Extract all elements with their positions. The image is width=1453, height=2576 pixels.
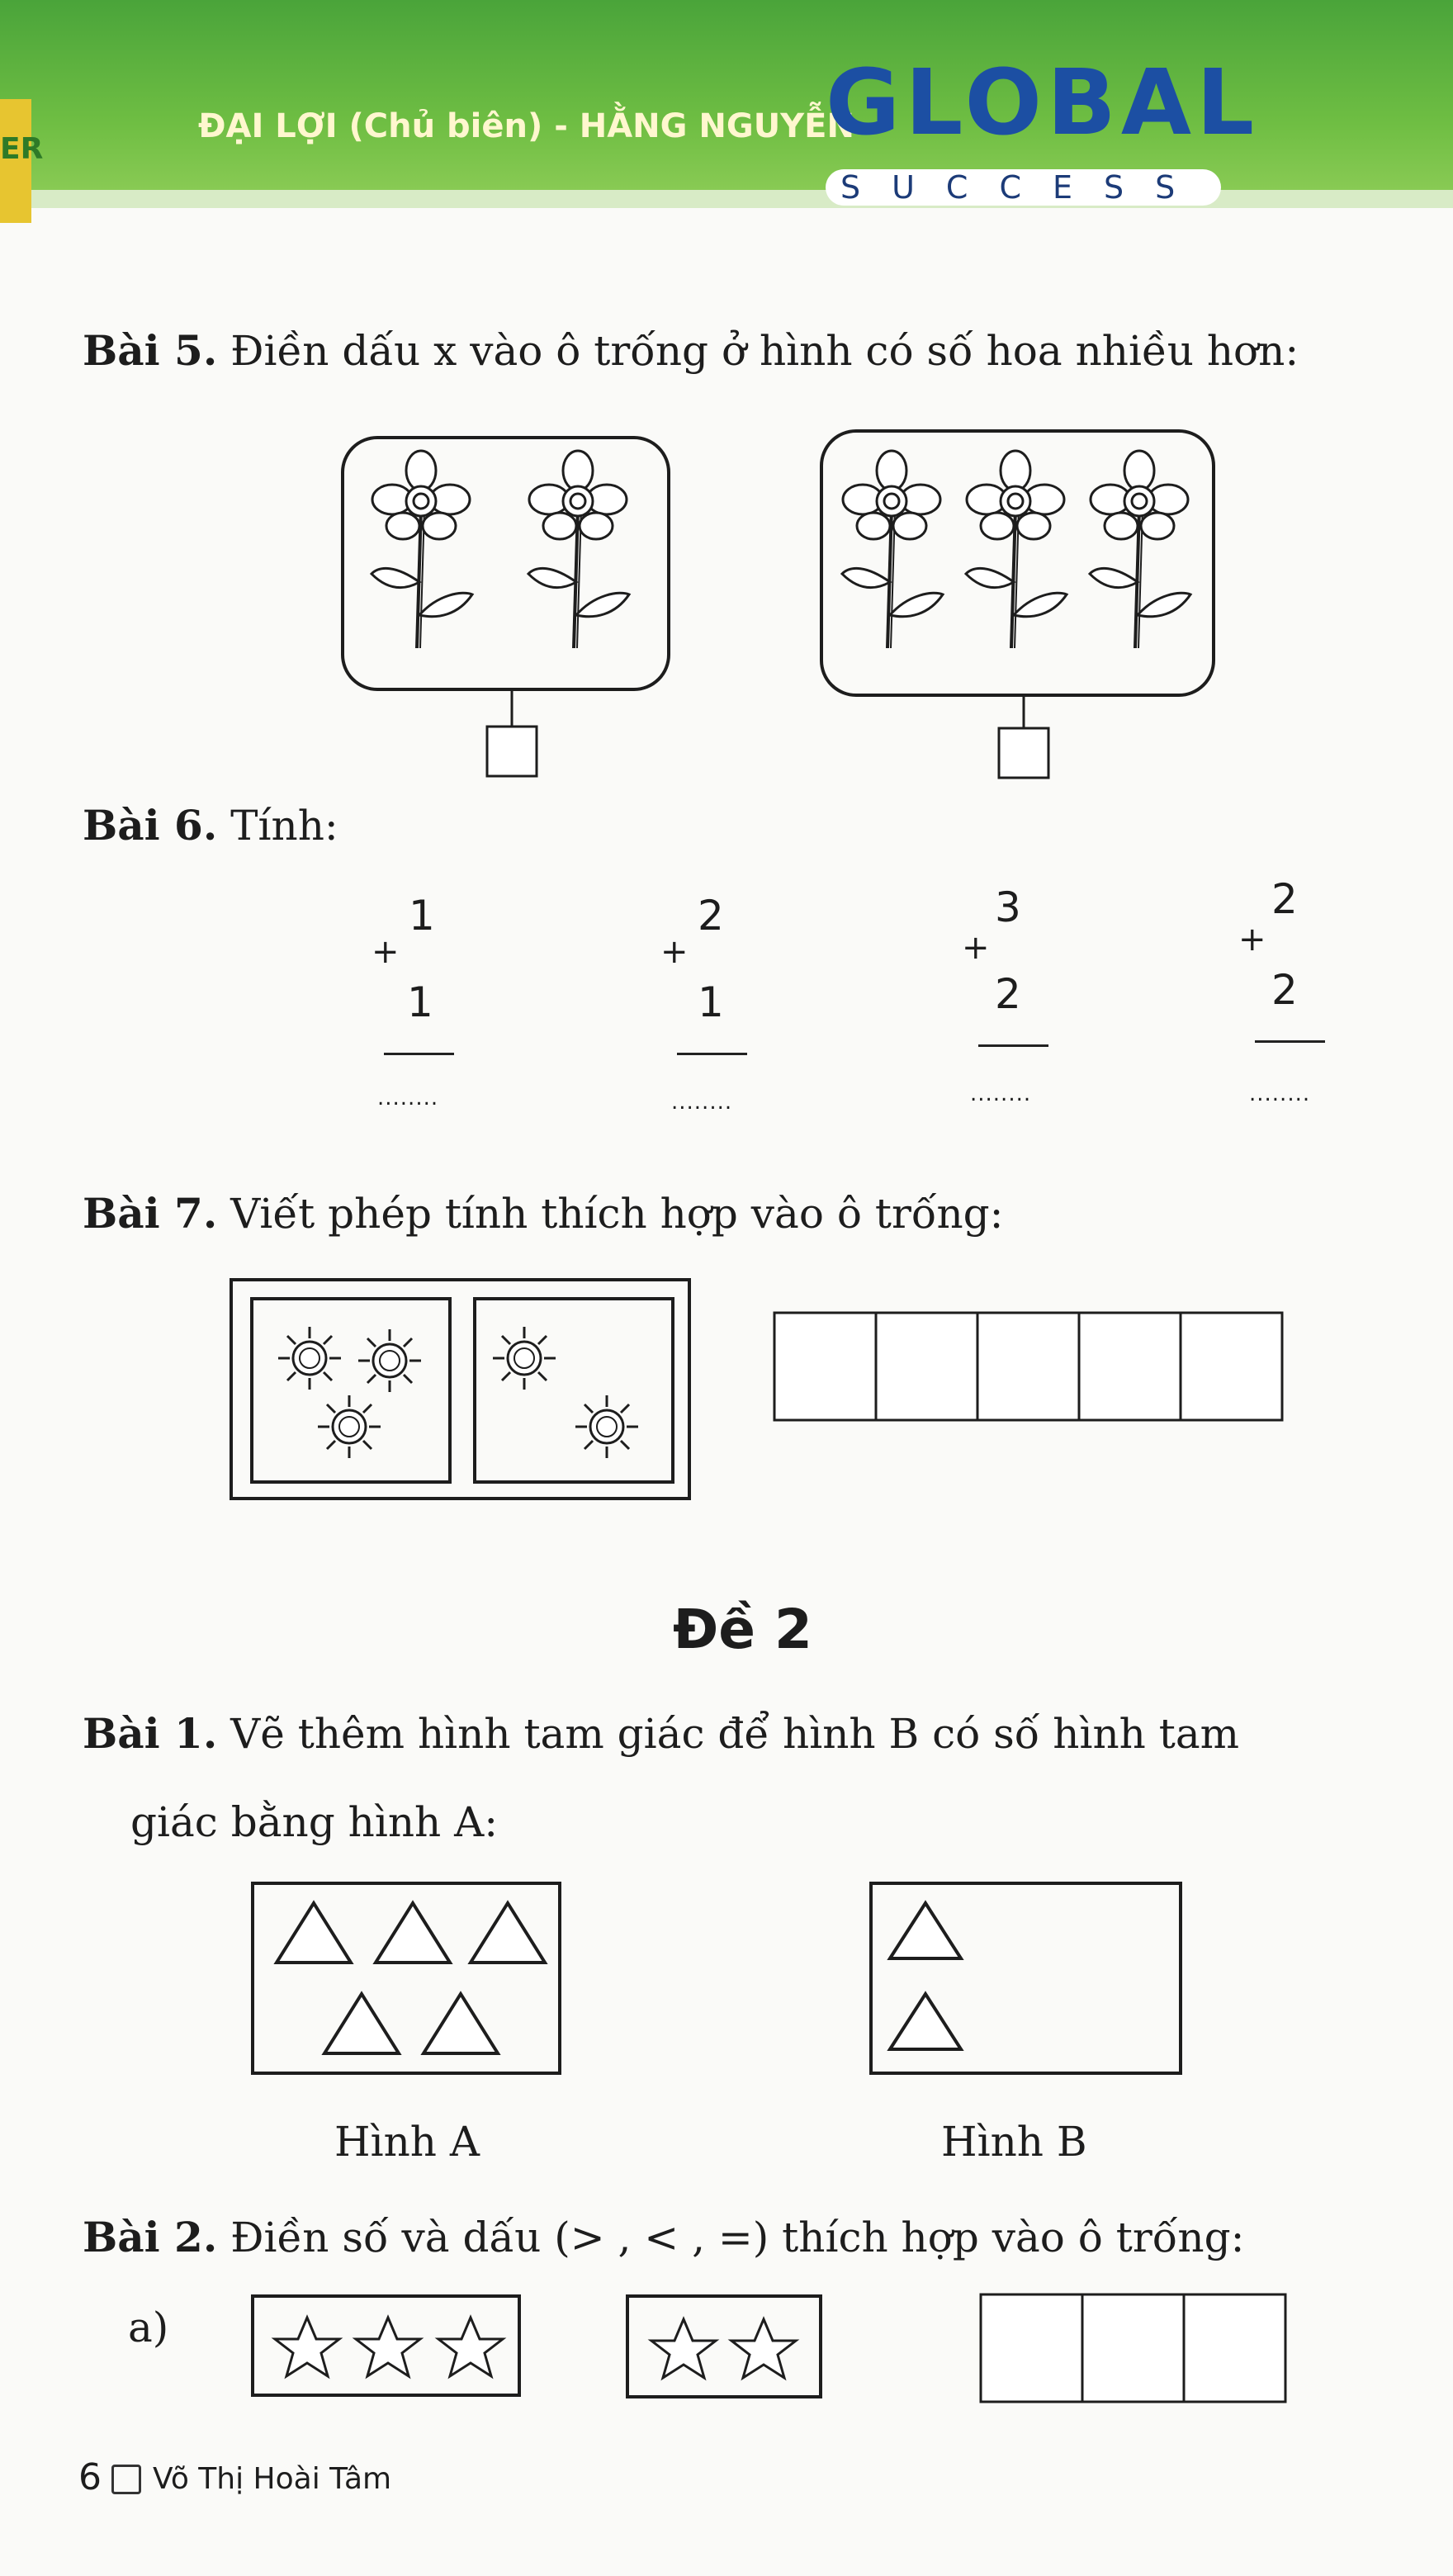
plus-sign: + (962, 929, 990, 967)
answer-blank[interactable]: ........ (671, 1090, 733, 1115)
addend-bottom: 2 (995, 970, 1021, 1018)
sun-icon (493, 1327, 556, 1390)
de2-bai2-answer-box[interactable] (1082, 2294, 1184, 2402)
triangle-icon (277, 1903, 351, 1963)
plus-sign: + (660, 933, 689, 971)
sun-icon (575, 1395, 638, 1458)
addend-bottom: 1 (407, 978, 433, 1026)
header-left-tab (0, 99, 44, 223)
sum-line (677, 1053, 747, 1055)
plus-sign: + (372, 933, 400, 971)
bai5-flower-figure (330, 421, 1238, 793)
bai6-problem-3 (958, 883, 1065, 1131)
bai5-label: Bài 5. (83, 326, 218, 375)
addend-bottom: 1 (698, 978, 724, 1026)
bai7-answer-box[interactable] (774, 1313, 876, 1420)
bai5-left-answer-box[interactable] (487, 727, 537, 776)
triangle-icon (424, 1994, 498, 2053)
addend-top: 2 (698, 892, 724, 940)
sun-icon (318, 1395, 381, 1458)
page-number: 6 (78, 2456, 102, 2498)
de2-bai1-figure (248, 1878, 1197, 2093)
addend-top: 3 (995, 883, 1021, 931)
header-left-tab-label: ER (0, 132, 44, 166)
addend-top: 1 (409, 892, 435, 940)
bai7-text: Viết phép tính thích hợp vào ô trống: (230, 1190, 1004, 1238)
flower-icon (966, 451, 1067, 648)
de2-bai1-heading (83, 1709, 1239, 1758)
bai7-answer-box[interactable] (977, 1313, 1079, 1420)
flower-icon (372, 451, 472, 648)
bai6-label: Bài 6. (83, 801, 218, 850)
bai7-answer-box[interactable] (876, 1313, 977, 1420)
bai6-heading (83, 801, 338, 850)
triangle-icon (890, 1994, 961, 2049)
de2-bai1-text-line2: giác bằng hình A: (130, 1798, 499, 1846)
bai6-problem-2 (656, 883, 764, 1131)
bai7-right-panel (475, 1299, 673, 1482)
bai5-left-panel (343, 438, 669, 689)
star-icon (731, 2319, 796, 2378)
bai7-heading (83, 1189, 1004, 1238)
triangle-icon (324, 1994, 399, 2053)
addend-bottom: 2 (1271, 966, 1298, 1014)
de2-bai1-text-line1: Vẽ thêm hình tam giác để hình B có số hình tam (230, 1710, 1240, 1758)
header-stripe (0, 190, 1453, 208)
hinh-a-caption: Hình A (334, 2118, 480, 2166)
global-success-logo-title: GLOBAL (826, 50, 1260, 155)
star-icon (651, 2319, 716, 2378)
bai6-problem-1 (367, 883, 475, 1131)
de2-bai2-heading (83, 2213, 1244, 2261)
triangle-icon (471, 1903, 545, 1963)
bai7-label: Bài 7. (83, 1189, 218, 1238)
flower-icon (1090, 451, 1190, 648)
bai5-right-answer-box[interactable] (999, 728, 1048, 778)
star-icon (356, 2318, 420, 2376)
flower-icon (528, 451, 629, 648)
global-success-logo-subtitle: SUCCESS (826, 169, 1221, 206)
plus-sign: + (1238, 921, 1266, 959)
de2-title: Đề 2 (673, 1598, 812, 1661)
hinh-b-caption: Hình B (941, 2118, 1087, 2166)
de2-bai2-label: Bài 2. (83, 2213, 218, 2261)
triangle-icon (890, 1903, 961, 1958)
de2-bai2-text: Điền số và dấu (> , < , =) thích hợp vào ô trống: (230, 2214, 1245, 2261)
star-icon (438, 2318, 503, 2376)
bai5-text: Điền dấu x vào ô trống ở hình có số hoa nhiều hơn: (230, 327, 1299, 375)
de2-bai1-label: Bài 1. (83, 1709, 218, 1758)
header-authors: ĐẠI LỢI (Chủ biên) - HẰNG NGUYỄN (198, 107, 854, 145)
footer-author: Võ Thị Hoài Tâm (153, 2462, 392, 2496)
bai7-outer-frame (231, 1280, 689, 1499)
bai7-answer-box[interactable] (1079, 1313, 1181, 1420)
answer-blank[interactable]: ........ (377, 1086, 439, 1110)
sun-icon (358, 1329, 421, 1392)
bai7-answer-row (774, 1313, 1282, 1420)
star-icon (275, 2318, 339, 2376)
bai6-text: Tính: (230, 802, 338, 850)
de2-bai2-part-a: a) (128, 2304, 169, 2351)
sum-line (1255, 1040, 1325, 1043)
stars-right-box (627, 2296, 821, 2397)
flower-icon (842, 451, 943, 648)
addend-top: 2 (1271, 875, 1298, 923)
triangle-icon (376, 1903, 450, 1963)
answer-blank[interactable]: ........ (970, 1082, 1032, 1106)
de2-bai2-answer-box[interactable] (981, 2294, 1082, 2402)
sum-line (384, 1053, 454, 1055)
sun-icon (278, 1327, 341, 1390)
bai5-heading (83, 326, 1299, 375)
bai7-figure (227, 1276, 1300, 1515)
sum-line (978, 1044, 1048, 1047)
book-icon (111, 2465, 141, 2494)
de2-bai2-figure (248, 2291, 1304, 2415)
de2-bai2-answer-box[interactable] (1184, 2294, 1285, 2402)
answer-blank[interactable]: ........ (1249, 1082, 1311, 1106)
bai7-answer-box[interactable] (1181, 1313, 1282, 1420)
bai7-left-panel (252, 1299, 450, 1482)
bai6-problem-4 (1234, 875, 1342, 1123)
